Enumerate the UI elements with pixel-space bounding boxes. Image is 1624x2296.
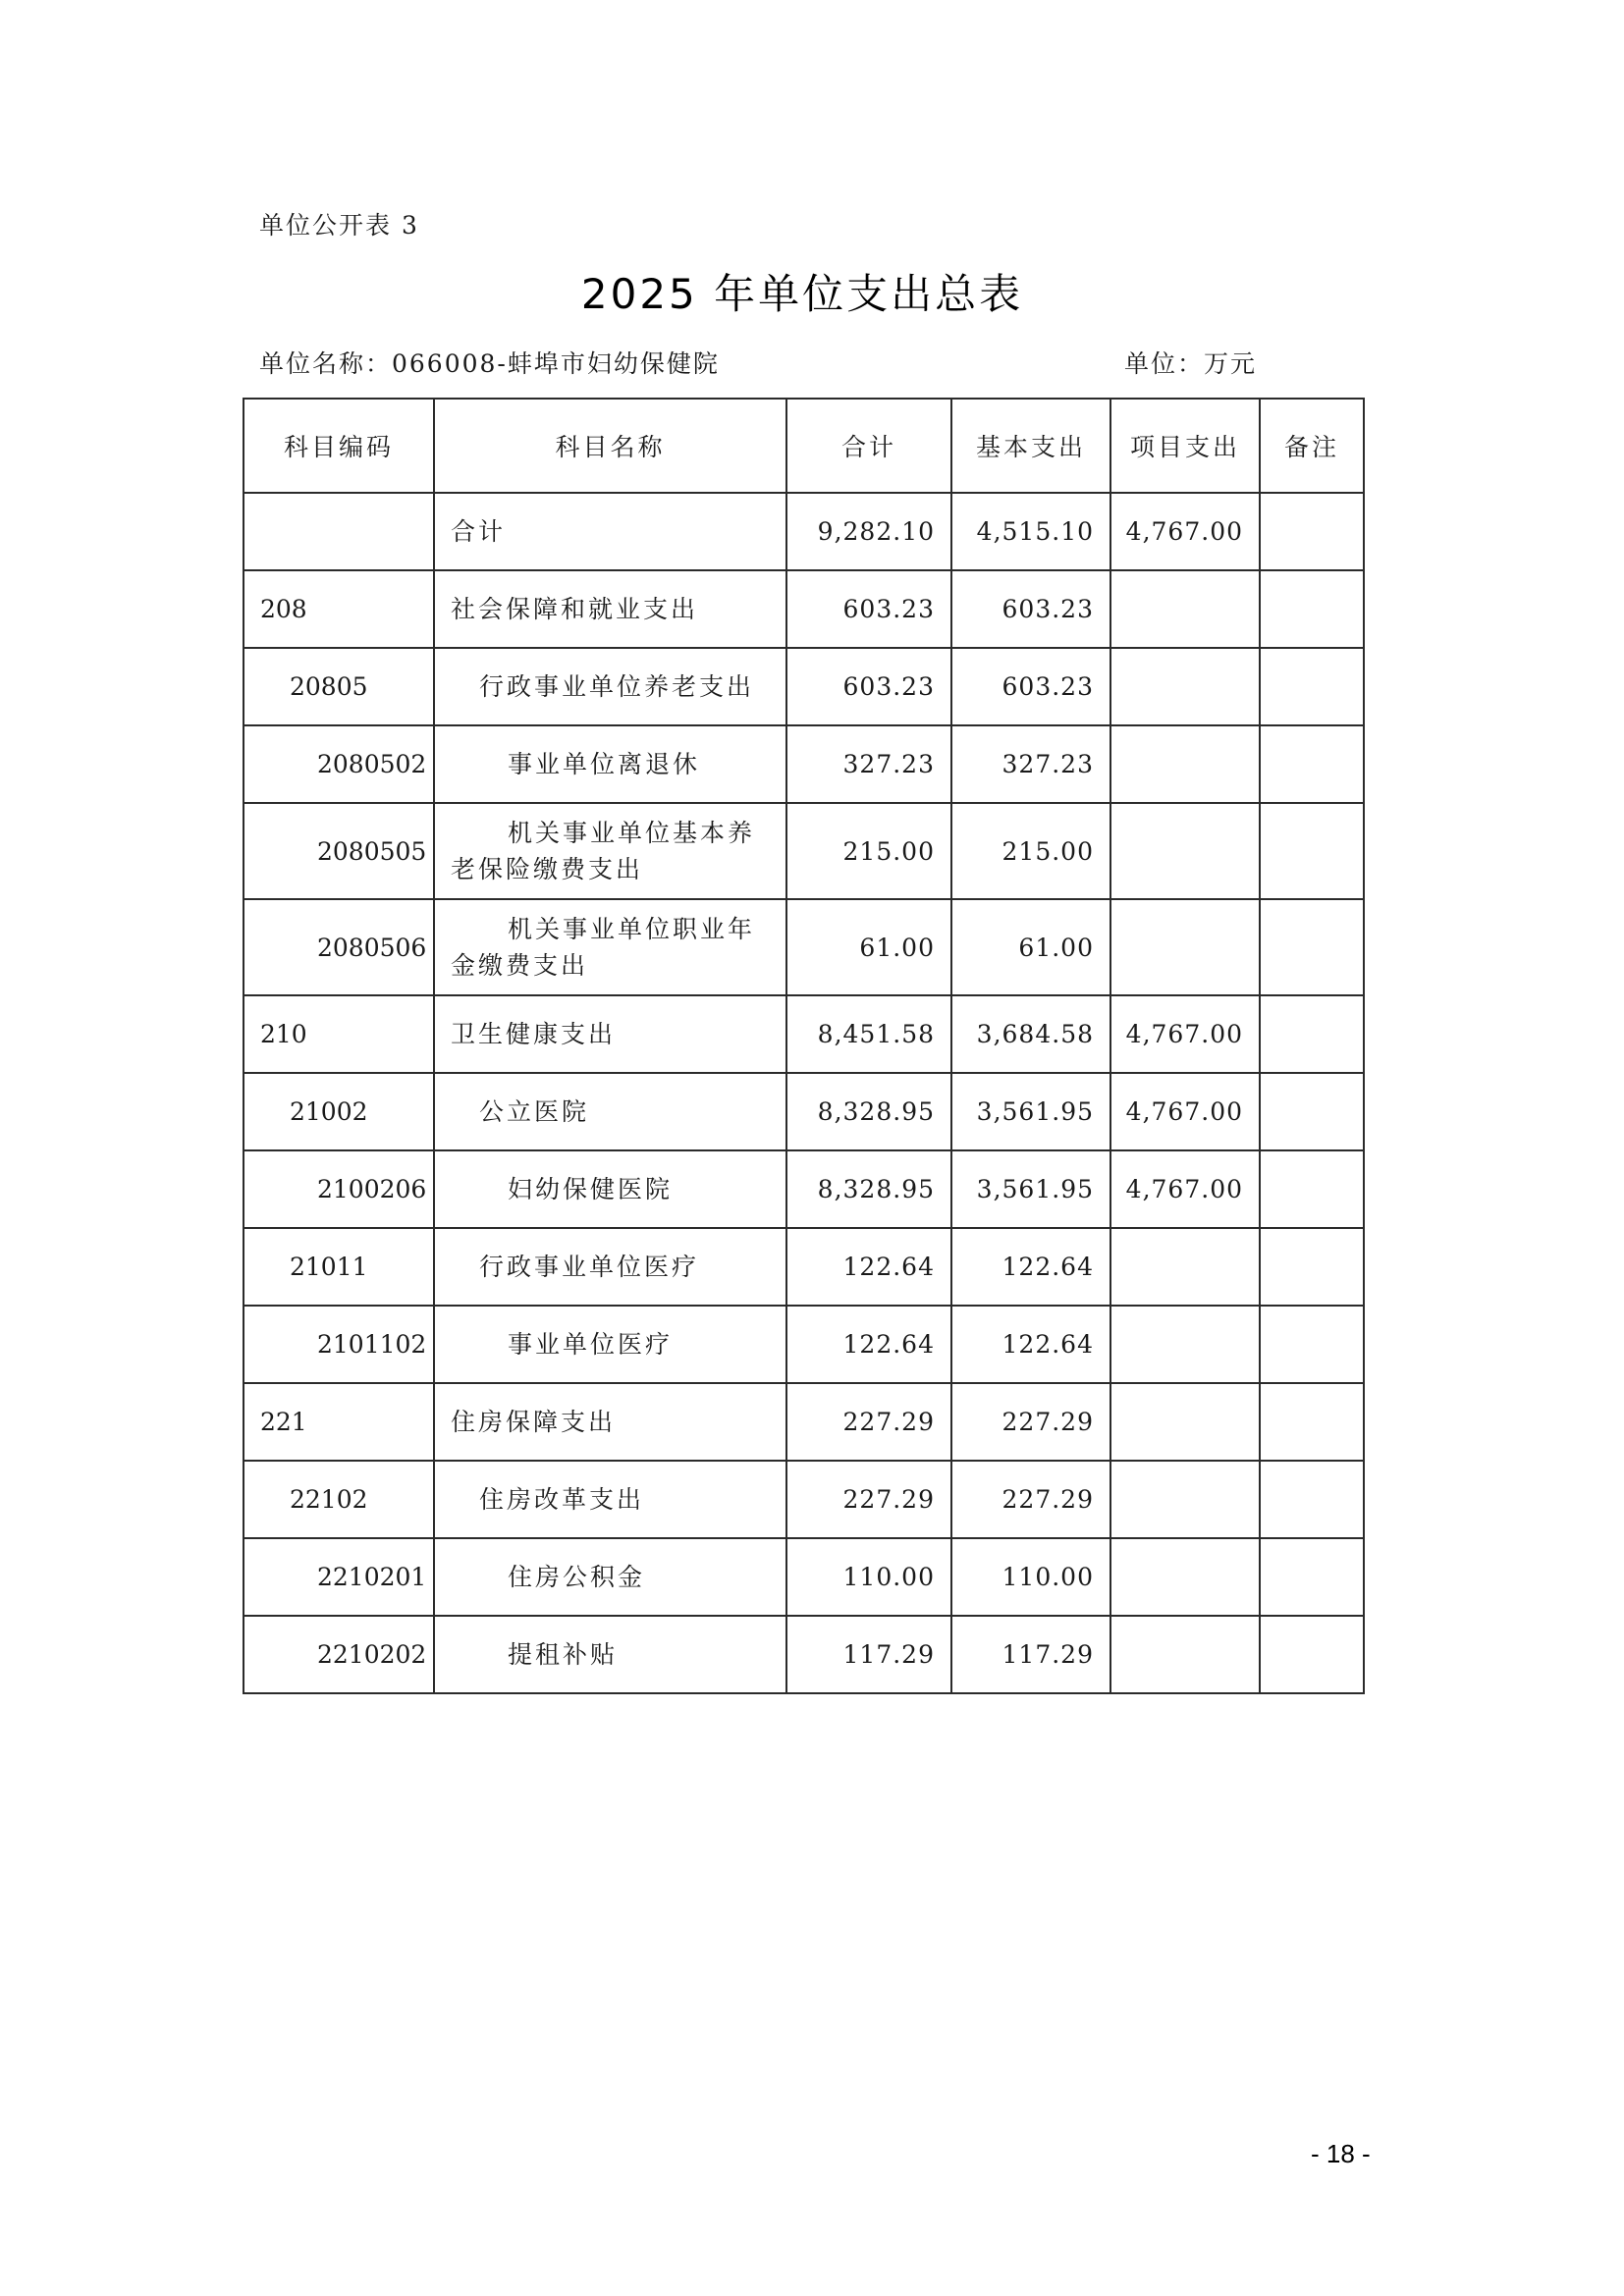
cell-code: 2101102	[244, 1306, 434, 1383]
cell-note	[1260, 725, 1364, 803]
cell-total: 122.64	[786, 1228, 951, 1306]
cell-basic: 327.23	[951, 725, 1110, 803]
cell-project	[1110, 1538, 1260, 1616]
cell-note	[1260, 1383, 1364, 1461]
cell-note	[1260, 1306, 1364, 1383]
table-row	[244, 1228, 1364, 1306]
cell-basic: 122.64	[951, 1306, 1110, 1383]
cell-total: 122.64	[786, 1306, 951, 1383]
cell-total: 8,328.95	[786, 1150, 951, 1228]
cell-code: 2210201	[244, 1538, 434, 1616]
header-project: 项目支出	[1110, 399, 1260, 493]
cell-note	[1260, 1461, 1364, 1538]
cell-note	[1260, 995, 1364, 1073]
cell-total: 8,451.58	[786, 995, 951, 1073]
cell-note	[1260, 1616, 1364, 1693]
table-row	[244, 1461, 1364, 1538]
cell-total: 215.00	[786, 803, 951, 899]
page-title: 2025 年单位支出总表	[580, 270, 1024, 318]
cell-basic: 122.64	[951, 1228, 1110, 1306]
cell-name: 行政事业单位养老支出	[434, 648, 786, 725]
cell-project	[1110, 1306, 1260, 1383]
cell-note	[1260, 570, 1364, 648]
cell-code: 221	[244, 1383, 434, 1461]
table-row	[244, 1073, 1364, 1150]
cell-total: 117.29	[786, 1616, 951, 1693]
cell-project	[1110, 725, 1260, 803]
cell-project	[1110, 1383, 1260, 1461]
header-code: 科目编码	[244, 399, 434, 493]
cell-basic: 4,515.10	[951, 493, 1110, 570]
cell-name: 机关事业单位职业年金缴费支出	[434, 899, 786, 995]
cell-code: 2100206	[244, 1150, 434, 1228]
cell-total: 327.23	[786, 725, 951, 803]
table-row	[244, 803, 1364, 899]
expense-summary-table	[243, 398, 1365, 1694]
header-basic: 基本支出	[951, 399, 1110, 493]
cell-project	[1110, 1228, 1260, 1306]
cell-basic: 3,561.95	[951, 1073, 1110, 1150]
cell-code: 210	[244, 995, 434, 1073]
cell-name: 住房公积金	[434, 1538, 786, 1616]
cell-note	[1260, 1073, 1364, 1150]
cell-basic: 3,561.95	[951, 1150, 1110, 1228]
table-row	[244, 648, 1364, 725]
cell-name: 机关事业单位基本养老保险缴费支出	[434, 803, 786, 899]
cell-project	[1110, 648, 1260, 725]
cell-name: 事业单位离退休	[434, 725, 786, 803]
cell-project	[1110, 570, 1260, 648]
cell-total: 9,282.10	[786, 493, 951, 570]
cell-note	[1260, 1228, 1364, 1306]
cell-project: 4,767.00	[1110, 1073, 1260, 1150]
cell-project	[1110, 803, 1260, 899]
cell-code: 2080505	[244, 803, 434, 899]
form-label: 单位公开表 3	[259, 211, 419, 240]
cell-name: 卫生健康支出	[434, 995, 786, 1073]
table-row	[244, 725, 1364, 803]
cell-name: 住房改革支出	[434, 1461, 786, 1538]
table-row	[244, 1306, 1364, 1383]
cell-note	[1260, 1150, 1364, 1228]
cell-code: 21002	[244, 1073, 434, 1150]
cell-project	[1110, 899, 1260, 995]
table-row	[244, 899, 1364, 995]
cell-code: 208	[244, 570, 434, 648]
cell-name: 行政事业单位医疗	[434, 1228, 786, 1306]
unit-of-measure: 单位：万元	[1124, 349, 1258, 378]
cell-basic: 61.00	[951, 899, 1110, 995]
table-row	[244, 995, 1364, 1073]
cell-total: 227.29	[786, 1383, 951, 1461]
cell-project: 4,767.00	[1110, 1150, 1260, 1228]
cell-code: 2210202	[244, 1616, 434, 1693]
cell-code: 2080502	[244, 725, 434, 803]
cell-total: 8,328.95	[786, 1073, 951, 1150]
cell-note	[1260, 1538, 1364, 1616]
cell-code	[244, 493, 434, 570]
cell-name: 妇幼保健医院	[434, 1150, 786, 1228]
cell-code: 22102	[244, 1461, 434, 1538]
cell-total: 603.23	[786, 648, 951, 725]
cell-project: 4,767.00	[1110, 493, 1260, 570]
cell-basic: 227.29	[951, 1383, 1110, 1461]
header-name: 科目名称	[434, 399, 786, 493]
cell-total: 61.00	[786, 899, 951, 995]
cell-basic: 215.00	[951, 803, 1110, 899]
cell-total: 110.00	[786, 1538, 951, 1616]
cell-basic: 227.29	[951, 1461, 1110, 1538]
cell-basic: 117.29	[951, 1616, 1110, 1693]
cell-basic: 603.23	[951, 648, 1110, 725]
table-row	[244, 1383, 1364, 1461]
cell-name: 合计	[434, 493, 786, 570]
cell-basic: 603.23	[951, 570, 1110, 648]
cell-note	[1260, 803, 1364, 899]
cell-project: 4,767.00	[1110, 995, 1260, 1073]
cell-basic: 110.00	[951, 1538, 1110, 1616]
header-total: 合计	[786, 399, 951, 493]
cell-project	[1110, 1616, 1260, 1693]
cell-total: 227.29	[786, 1461, 951, 1538]
cell-note	[1260, 493, 1364, 570]
cell-note	[1260, 899, 1364, 995]
cell-code: 21011	[244, 1228, 434, 1306]
header-note: 备注	[1260, 399, 1364, 493]
page-number: - 18 -	[1311, 2139, 1371, 2168]
table-row	[244, 1616, 1364, 1693]
cell-name: 提租补贴	[434, 1616, 786, 1693]
cell-name: 社会保障和就业支出	[434, 570, 786, 648]
cell-note	[1260, 648, 1364, 725]
cell-name: 事业单位医疗	[434, 1306, 786, 1383]
cell-name: 公立医院	[434, 1073, 786, 1150]
table-row	[244, 570, 1364, 648]
cell-name: 住房保障支出	[434, 1383, 786, 1461]
cell-basic: 3,684.58	[951, 995, 1110, 1073]
table-header-row	[244, 399, 1364, 493]
cell-code: 20805	[244, 648, 434, 725]
table-row	[244, 1150, 1364, 1228]
table-row-total	[244, 493, 1364, 570]
cell-project	[1110, 1461, 1260, 1538]
cell-total: 603.23	[786, 570, 951, 648]
cell-code: 2080506	[244, 899, 434, 995]
unit-name: 单位名称：066008-蚌埠市妇幼保健院	[259, 349, 720, 378]
table-row	[244, 1538, 1364, 1616]
